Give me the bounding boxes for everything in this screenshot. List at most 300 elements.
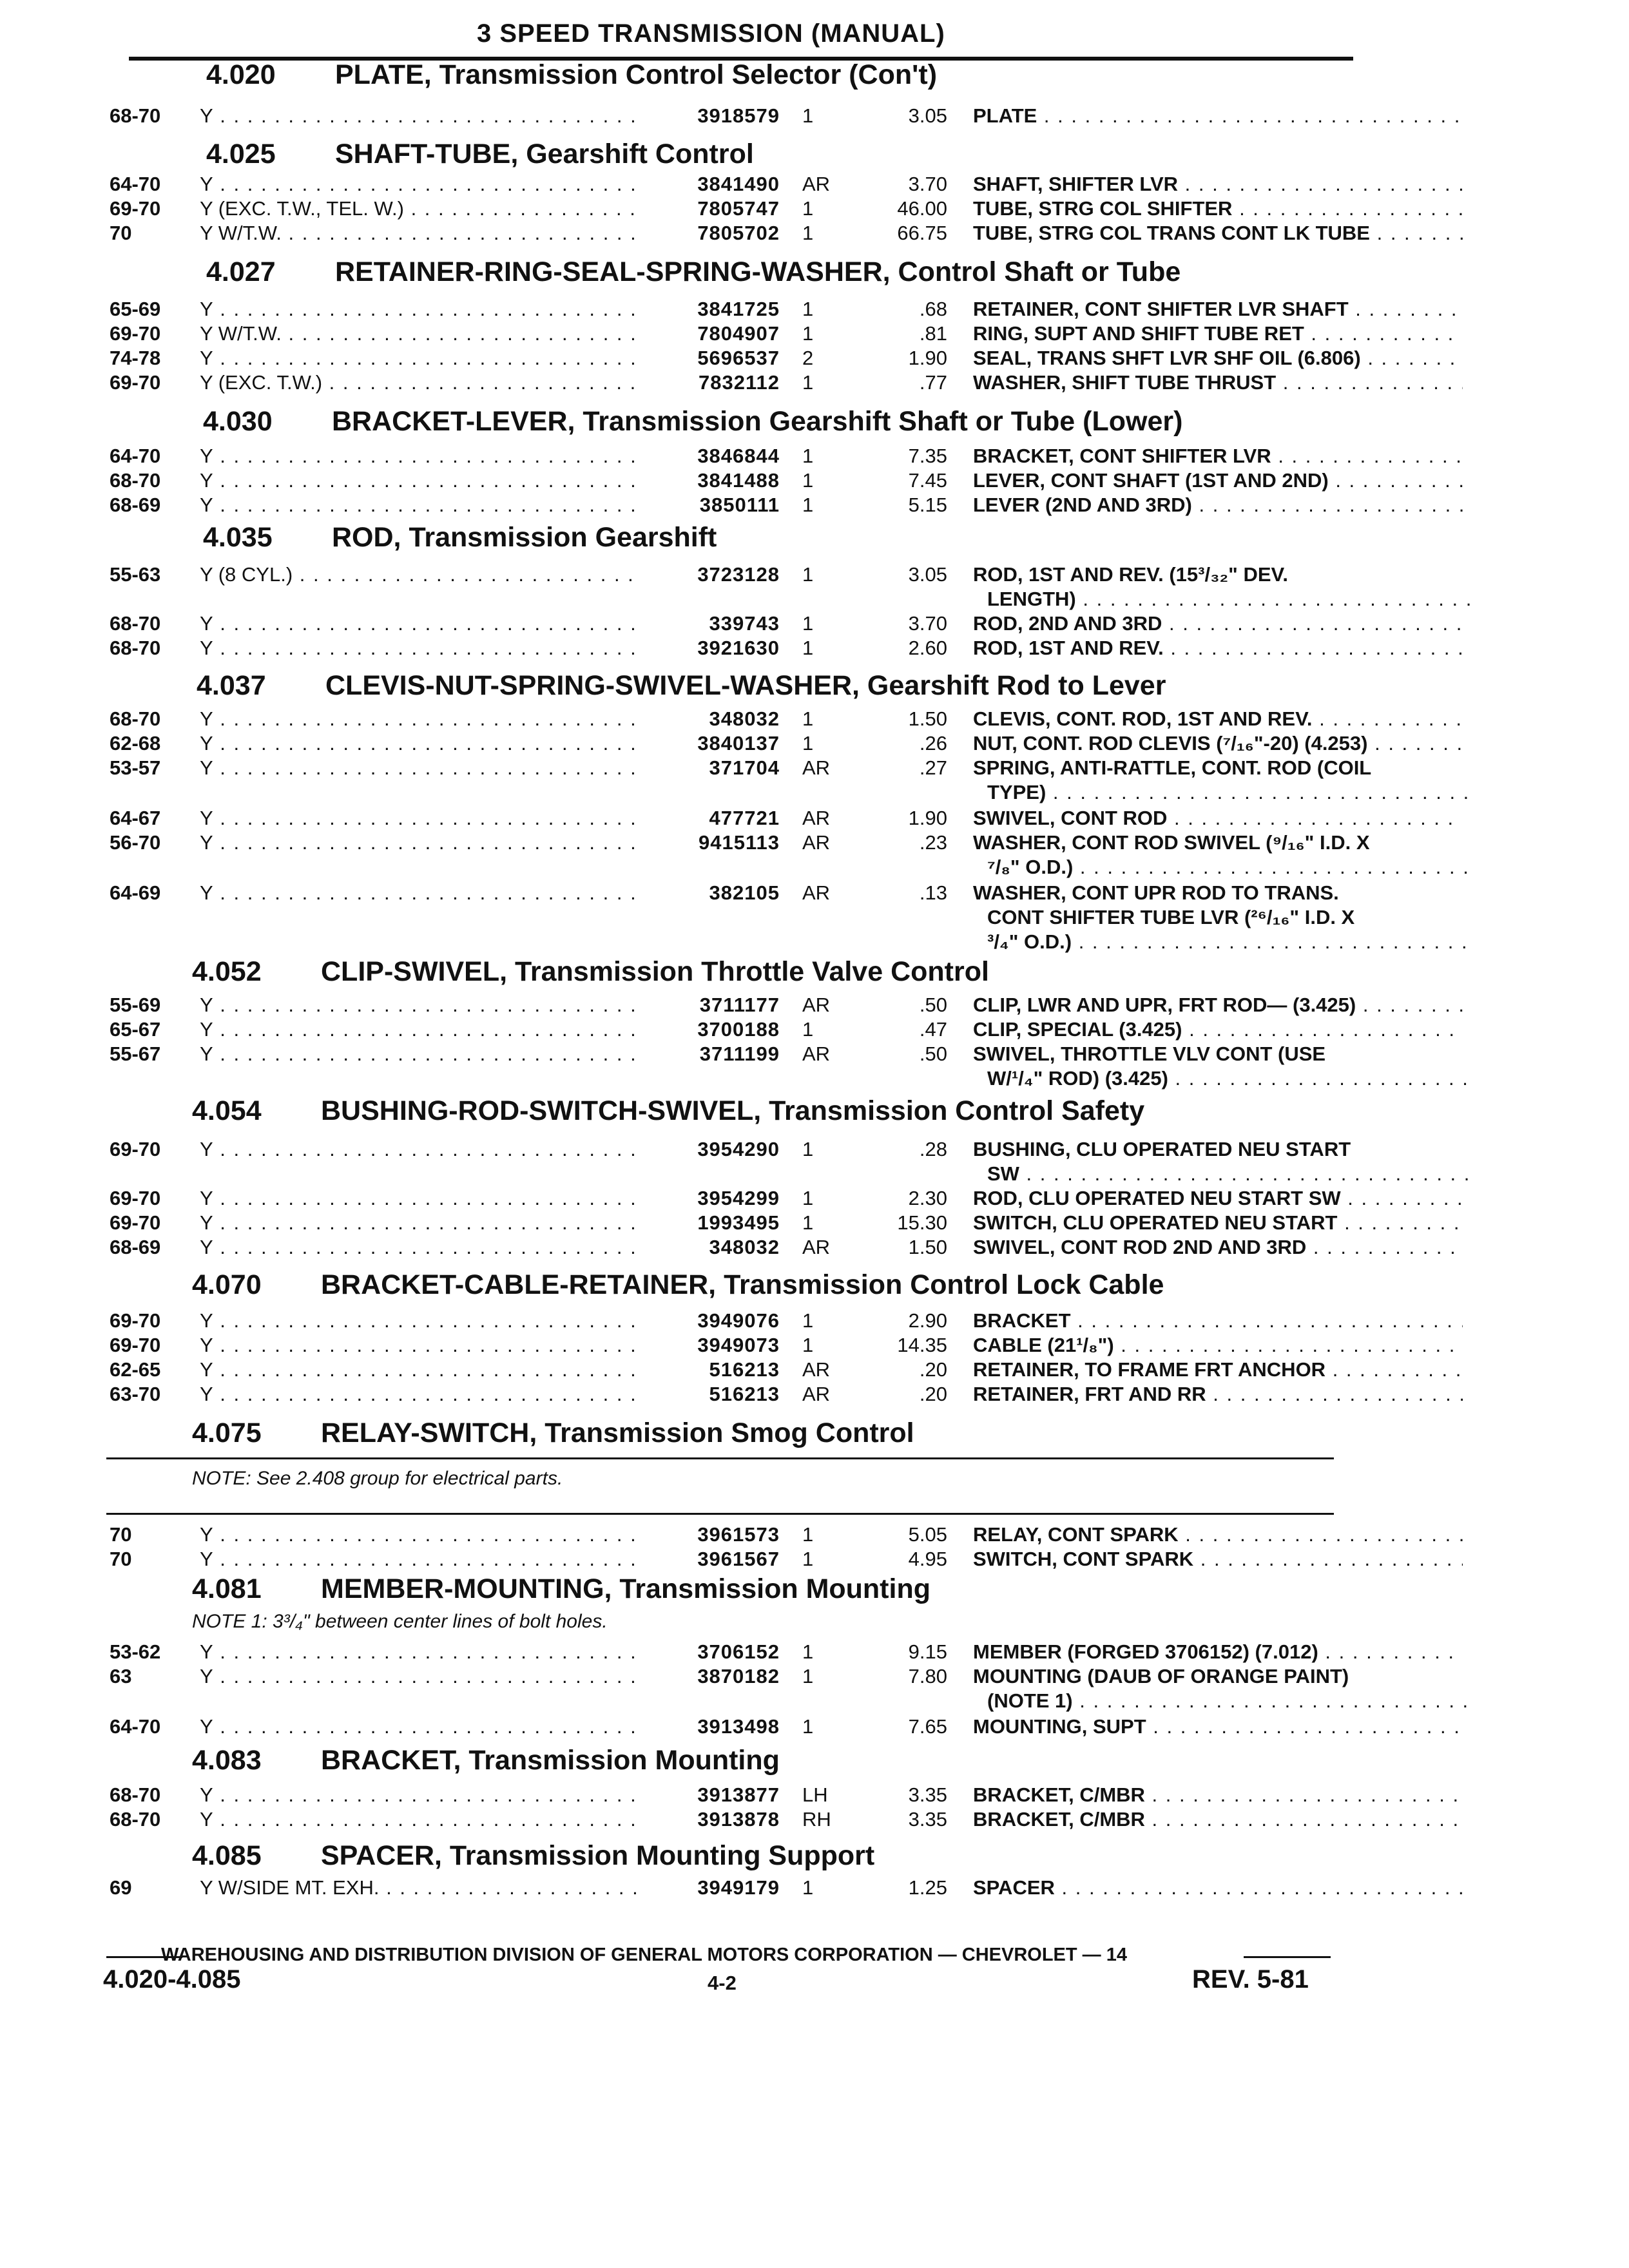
application: Y . . . (200, 1665, 638, 1688)
quantity: AR (802, 756, 831, 779)
quantity: 1 (802, 371, 814, 394)
model-years: 68-70 (110, 707, 161, 730)
section-title: CLEVIS-NUT-SPRING-SWIVEL-WASHER, Gearshift Rod to Lever (325, 670, 1166, 701)
quantity: 1 (802, 1018, 814, 1041)
price: 3.70 (908, 612, 947, 635)
application: Y . . . (200, 612, 638, 635)
quantity: 1 (802, 563, 814, 586)
description: RETAINER, TO FRAME FRT ANCHOR . . . (973, 1358, 1463, 1381)
table-row-continuation (110, 1162, 1366, 1188)
application: Y . . . (200, 1523, 638, 1546)
application: Y . . . (200, 1808, 638, 1831)
section-title: PLATE, Transmission Control Selector (Con't) (335, 59, 938, 90)
quantity: AR (802, 1236, 831, 1258)
application: Y . . . (200, 1211, 638, 1235)
model-years: 64-70 (110, 173, 161, 195)
description: ROD, 2ND AND 3RD . . . (973, 612, 1463, 635)
part-number: 7832112 (699, 371, 780, 394)
table-row (110, 707, 1366, 733)
model-years: 70 (110, 222, 132, 244)
table-row (110, 1358, 1366, 1384)
table-row (110, 807, 1366, 832)
quantity: 1 (802, 298, 814, 320)
table-row (110, 173, 1366, 198)
price: 7.65 (908, 1715, 947, 1738)
application: Y . . . (200, 445, 638, 468)
description: SWITCH, CLU OPERATED NEU START . . . (973, 1211, 1463, 1235)
section-title: CLIP-SWIVEL, Transmission Throttle Valve Control (321, 956, 989, 987)
table-row (110, 222, 1370, 247)
application: Y (8 CYL.) . . . (200, 563, 638, 586)
table-row (110, 994, 1366, 1019)
model-years: 53-62 (110, 1640, 161, 1663)
price: 3.70 (908, 173, 947, 195)
quantity: AR (802, 994, 831, 1016)
quantity: AR (802, 1383, 831, 1405)
application: Y . . . (200, 1783, 638, 1807)
application: Y . . . (200, 994, 638, 1017)
description: TUBE, STRG COL TRANS CONT LK TUBE . . . (973, 222, 1463, 245)
section-number: 4.027 (206, 256, 276, 287)
quantity: LH (802, 1783, 828, 1806)
price: 2.90 (908, 1309, 947, 1332)
description: BRACKET . . . (973, 1309, 1463, 1332)
application: Y . . . (200, 1334, 638, 1357)
table-row (110, 1043, 1366, 1068)
description-continued: LENGTH) . . . (987, 588, 1477, 611)
description: WASHER, CONT UPR ROD TO TRANS. (973, 881, 1339, 904)
model-years: 69-70 (110, 322, 161, 345)
table-row (110, 322, 1366, 348)
model-years: 68-70 (110, 104, 161, 127)
part-number: 3841488 (697, 469, 780, 492)
part-number: 3723128 (697, 563, 780, 586)
quantity: 1 (802, 1876, 814, 1899)
price: 3.05 (908, 563, 947, 586)
description: RETAINER, FRT AND RR . . . (973, 1383, 1463, 1406)
price: .23 (919, 831, 947, 854)
model-years: 69-70 (110, 371, 161, 394)
model-years: 55-69 (110, 994, 161, 1016)
description: BRACKET, C/MBR . . . (973, 1783, 1463, 1807)
price: 5.15 (908, 494, 947, 516)
model-years: 70 (110, 1548, 132, 1570)
part-number: 348032 (709, 707, 780, 730)
section-number: 4.037 (197, 670, 266, 701)
price: 1.50 (908, 1236, 947, 1258)
model-years: 68-69 (110, 494, 161, 516)
description: SWIVEL, CONT ROD 2ND AND 3RD . . . (973, 1236, 1463, 1259)
part-number: 339743 (709, 612, 780, 635)
application: Y . . . (200, 494, 638, 517)
description: BUSHING, CLU OPERATED NEU START (973, 1138, 1351, 1160)
model-years: 69-70 (110, 1211, 161, 1234)
price: .28 (919, 1138, 947, 1160)
section-note: NOTE 1: 3³/₄" between center lines of bolt holes. (192, 1611, 608, 1632)
description: SPRING, ANTI-RATTLE, CONT. ROD (COIL (973, 756, 1372, 779)
section-number: 4.054 (192, 1095, 262, 1126)
table-row (110, 1236, 1366, 1262)
table-row-continuation (110, 781, 1366, 807)
price: 3.35 (908, 1783, 947, 1806)
model-years: 68-69 (110, 1236, 161, 1258)
price: .81 (919, 322, 947, 345)
table-row (110, 1309, 1366, 1335)
price: 66.75 (897, 222, 947, 244)
application: Y . . . (200, 1383, 638, 1406)
quantity: 1 (802, 494, 814, 516)
table-row (110, 637, 1366, 662)
description: MOUNTING, SUPT . . . (973, 1715, 1463, 1738)
section-number: 4.035 (203, 522, 273, 553)
application: Y . . . (200, 1138, 638, 1161)
section-title: SPACER, Transmission Mounting Support (321, 1840, 875, 1871)
section-number: 4.083 (192, 1745, 262, 1776)
description: CLEVIS, CONT. ROD, 1ST AND REV. . . . (973, 707, 1463, 731)
price: .26 (919, 732, 947, 754)
model-years: 63 (110, 1665, 132, 1687)
table-row (110, 1523, 1366, 1549)
model-years: 64-67 (110, 807, 161, 829)
price: 3.05 (908, 104, 947, 127)
quantity: 1 (802, 197, 814, 220)
price: 3.35 (908, 1808, 947, 1831)
table-row (110, 1783, 1366, 1809)
quantity: AR (802, 881, 831, 904)
description: SPACER . . . (973, 1876, 1463, 1899)
price: 5.05 (908, 1523, 947, 1546)
price: .13 (919, 881, 947, 904)
model-years: 68-70 (110, 637, 161, 659)
application: Y . . . (200, 756, 638, 780)
description: SWIVEL, CONT ROD . . . (973, 807, 1463, 830)
part-number: 3954299 (697, 1187, 780, 1209)
model-years: 65-69 (110, 298, 161, 320)
quantity: 1 (802, 1211, 814, 1234)
description-continued: ³/₄" O.D.) . . . (987, 930, 1477, 954)
table-row (110, 732, 1366, 758)
model-years: 55-63 (110, 563, 161, 586)
model-years: 64-69 (110, 881, 161, 904)
part-number: 3918579 (697, 104, 780, 127)
part-number: 371704 (709, 756, 780, 779)
quantity: 1 (802, 612, 814, 635)
page-title: 3 SPEED TRANSMISSION (MANUAL) (477, 19, 945, 48)
table-row (110, 1018, 1366, 1044)
price: .47 (919, 1018, 947, 1041)
footer-range: 4.020-4.085 (103, 1965, 241, 1994)
description: CABLE (21¹/₈") . . . (973, 1334, 1463, 1357)
description: WASHER, CONT ROD SWIVEL (⁹/₁₆" I.D. X (973, 831, 1370, 854)
part-number: 382105 (709, 881, 780, 904)
part-number: 3870182 (697, 1665, 780, 1687)
application: Y (EXC. T.W.) . . . (200, 371, 638, 394)
part-number: 3706152 (697, 1640, 780, 1663)
table-row (110, 197, 1366, 223)
quantity: AR (802, 1043, 831, 1065)
price: .20 (919, 1383, 947, 1405)
quantity: 1 (802, 1640, 814, 1663)
part-number: 3961567 (697, 1548, 780, 1570)
application: Y . . . (200, 469, 638, 492)
section-number: 4.020 (206, 59, 276, 90)
quantity: 1 (802, 707, 814, 730)
table-row (110, 563, 1366, 589)
application: Y . . . (200, 1358, 638, 1381)
part-number: 3840137 (697, 732, 780, 754)
part-number: 3921630 (697, 637, 780, 659)
section-number: 4.085 (192, 1840, 262, 1871)
part-number: 3913498 (697, 1715, 780, 1738)
table-row (110, 1383, 1366, 1408)
model-years: 69-70 (110, 1334, 161, 1356)
model-years: 70 (110, 1523, 132, 1546)
application: Y (EXC. T.W., TEL. W.) . . . (200, 197, 638, 220)
price: 46.00 (897, 197, 947, 220)
section-title: BRACKET-CABLE-RETAINER, Transmission Control Lock Cable (321, 1269, 1164, 1300)
table-row-continuation (110, 906, 1366, 932)
price: .50 (919, 994, 947, 1016)
description: BRACKET, C/MBR . . . (973, 1808, 1463, 1831)
quantity: 1 (802, 1715, 814, 1738)
page-number: 4-2 (708, 1972, 737, 1994)
part-number: 3913877 (697, 1783, 780, 1806)
table-row (110, 1187, 1366, 1213)
section-number: 4.081 (192, 1573, 262, 1604)
application: Y . . . (200, 1043, 638, 1066)
quantity: 1 (802, 469, 814, 492)
description-continued: ⁷/₈" O.D.) . . . (987, 856, 1477, 879)
part-number: 7805702 (697, 222, 780, 244)
table-row (110, 612, 1366, 638)
description: RING, SUPT AND SHIFT TUBE RET . . . (973, 322, 1463, 345)
part-number: 1993495 (697, 1211, 780, 1234)
price: .50 (919, 1043, 947, 1065)
table-row (110, 881, 1366, 907)
table-row-continuation (110, 1067, 1366, 1093)
quantity: 1 (802, 222, 814, 244)
description: TUBE, STRG COL SHIFTER . . . (973, 197, 1463, 220)
quantity: AR (802, 831, 831, 854)
quantity: 1 (802, 1138, 814, 1160)
quantity: AR (802, 173, 831, 195)
section-title: ROD, Transmission Gearshift (332, 522, 717, 553)
part-number: 3841490 (697, 173, 780, 195)
section-number: 4.075 (192, 1418, 262, 1448)
part-number: 9415113 (699, 831, 780, 854)
price: 7.45 (908, 469, 947, 492)
description: SEAL, TRANS SHFT LVR SHF OIL (6.806) . . . (973, 347, 1463, 370)
quantity: 1 (802, 1309, 814, 1332)
model-years: 68-70 (110, 469, 161, 492)
section-title: MEMBER-MOUNTING, Transmission Mounting (321, 1573, 930, 1604)
table-row-continuation (110, 588, 1366, 613)
part-number: 3700188 (697, 1018, 780, 1041)
table-row-continuation (110, 856, 1366, 881)
description-continued: TYPE) . . . (987, 781, 1477, 804)
application: Y . . . (200, 1187, 638, 1210)
table-row (110, 494, 1366, 519)
section-title: BRACKET-LEVER, Transmission Gearshift Shaft or Tube (Lower) (332, 406, 1183, 437)
table-row (110, 1334, 1366, 1360)
section-number: 4.030 (203, 406, 273, 437)
model-years: 74-78 (110, 347, 161, 369)
price: 15.30 (897, 1211, 947, 1234)
part-number: 3850111 (699, 494, 780, 516)
description: SHAFT, SHIFTER LVR . . . (973, 173, 1463, 196)
section-title: SHAFT-TUBE, Gearshift Control (335, 139, 754, 169)
table-row (110, 1138, 1366, 1164)
application: Y . . . (200, 298, 638, 321)
quantity: 1 (802, 1665, 814, 1687)
footer-rule-right (1244, 1956, 1331, 1958)
table-row-continuation (110, 1689, 1366, 1715)
section-number: 4.025 (206, 139, 276, 169)
description: ROD, CLU OPERATED NEU START SW . . . (973, 1187, 1463, 1210)
model-years: 62-68 (110, 732, 161, 754)
description: NUT, CONT. ROD CLEVIS (⁷/₁₆"-20) (4.253) . . . (973, 732, 1463, 755)
part-number: 516213 (709, 1383, 780, 1405)
application: Y . . . (200, 807, 638, 830)
part-number: 477721 (709, 807, 780, 829)
quantity: 1 (802, 445, 814, 467)
application: Y . . . (200, 1309, 638, 1332)
section-title: RELAY-SWITCH, Transmission Smog Control (321, 1418, 914, 1448)
model-years: 69-70 (110, 197, 161, 220)
price: 2.60 (908, 637, 947, 659)
price: .20 (919, 1358, 947, 1381)
part-number: 5696537 (697, 347, 780, 369)
price: 1.90 (908, 807, 947, 829)
description: ROD, 1ST AND REV. (15³/₃₂" DEV. (973, 563, 1288, 586)
part-number: 3949073 (697, 1334, 780, 1356)
table-row (110, 1808, 1366, 1834)
application: Y . . . (200, 1236, 638, 1259)
application: Y . . . (200, 732, 638, 755)
application: Y . . . (200, 104, 638, 128)
application: Y . . . (200, 707, 638, 731)
model-years: 69-70 (110, 1187, 161, 1209)
model-years: 64-70 (110, 445, 161, 467)
table-row (110, 1876, 1366, 1902)
note-rule-top (106, 1457, 1334, 1459)
table-row (110, 445, 1366, 470)
price: .77 (919, 371, 947, 394)
description-continued: SW . . . (987, 1162, 1477, 1186)
section-title: BUSHING-ROD-SWITCH-SWIVEL, Transmission Control Safety (321, 1095, 1145, 1126)
application: Y . . . (200, 881, 638, 905)
application: Y . . . (200, 1715, 638, 1738)
model-years: 62-65 (110, 1358, 161, 1381)
quantity: 1 (802, 637, 814, 659)
application: Y W/SIDE MT. EXH. . . . (200, 1876, 638, 1899)
section-number: 4.070 (192, 1269, 262, 1300)
description: RETAINER, CONT SHIFTER LVR SHAFT . . . (973, 298, 1463, 321)
part-number: 3913878 (697, 1808, 780, 1831)
application: Y W/T.W. . . . (200, 322, 638, 345)
description: WASHER, SHIFT TUBE THRUST . . . (973, 371, 1463, 394)
price: 4.95 (908, 1548, 947, 1570)
table-row (110, 469, 1366, 495)
section-number: 4.052 (192, 956, 262, 987)
part-number: 7805747 (697, 197, 780, 220)
application: Y . . . (200, 1548, 638, 1571)
price: 1.50 (908, 707, 947, 730)
description: SWIVEL, THROTTLE VLV CONT (USE (973, 1043, 1326, 1065)
part-number: 516213 (709, 1358, 780, 1381)
description: MOUNTING (DAUB OF ORANGE PAINT) (973, 1665, 1349, 1687)
model-years: 63-70 (110, 1383, 161, 1405)
part-number: 3711177 (699, 994, 780, 1016)
part-number: 3949179 (697, 1876, 780, 1899)
application: Y . . . (200, 831, 638, 854)
table-row (110, 1640, 1366, 1666)
table-row (110, 1211, 1366, 1237)
quantity: 1 (802, 732, 814, 754)
quantity: 1 (802, 1548, 814, 1570)
part-number: 348032 (709, 1236, 780, 1258)
footer-division: WAREHOUSING AND DISTRIBUTION DIVISION OF GENERAL MOTORS CORPORATION — CHEVROLET — 14 (161, 1945, 1127, 1965)
table-row (110, 1715, 1366, 1741)
model-years: 68-70 (110, 1783, 161, 1806)
price: 7.35 (908, 445, 947, 467)
model-years: 65-67 (110, 1018, 161, 1041)
model-years: 68-70 (110, 612, 161, 635)
price: 14.35 (897, 1334, 947, 1356)
table-row (110, 298, 1366, 323)
description-continued: CONT SHIFTER TUBE LVR (²⁶/₁₆" I.D. X (987, 906, 1355, 928)
quantity: RH (802, 1808, 831, 1831)
table-row (110, 756, 1372, 782)
quantity: 1 (802, 1334, 814, 1356)
quantity: 1 (802, 104, 814, 127)
table-row (110, 347, 1366, 372)
description: SWITCH, CONT SPARK . . . (973, 1548, 1463, 1571)
description-continued: (NOTE 1) . . . (987, 1689, 1477, 1713)
table-row (110, 831, 1370, 857)
description: LEVER (2ND AND 3RD) . . . (973, 494, 1463, 517)
price: .27 (919, 756, 947, 779)
model-years: 69 (110, 1876, 132, 1899)
description: PLATE . . . (973, 104, 1463, 128)
description: RELAY, CONT SPARK . . . (973, 1523, 1463, 1546)
price: 1.25 (908, 1876, 947, 1899)
part-number: 3841725 (697, 298, 780, 320)
revision: REV. 5-81 (1192, 1965, 1309, 1994)
quantity: 1 (802, 1187, 814, 1209)
model-years: 53-57 (110, 756, 161, 779)
model-years: 64-70 (110, 1715, 161, 1738)
price: 2.30 (908, 1187, 947, 1209)
price: 7.80 (908, 1665, 947, 1687)
quantity: 2 (802, 347, 814, 369)
part-number: 3949076 (697, 1309, 780, 1332)
quantity: 1 (802, 322, 814, 345)
description: MEMBER (FORGED 3706152) (7.012) . . . (973, 1640, 1463, 1664)
application: Y . . . (200, 637, 638, 660)
description: CLIP, SPECIAL (3.425) . . . (973, 1018, 1463, 1041)
table-row (110, 1548, 1366, 1573)
note-rule-bottom (106, 1513, 1334, 1515)
table-row (110, 371, 1366, 397)
part-number: 3846844 (697, 445, 780, 467)
model-years: 69-70 (110, 1309, 161, 1332)
table-row (110, 1665, 1366, 1691)
price: 9.15 (908, 1640, 947, 1663)
quantity: AR (802, 807, 831, 829)
part-number: 7804907 (697, 322, 780, 345)
model-years: 56-70 (110, 831, 161, 854)
